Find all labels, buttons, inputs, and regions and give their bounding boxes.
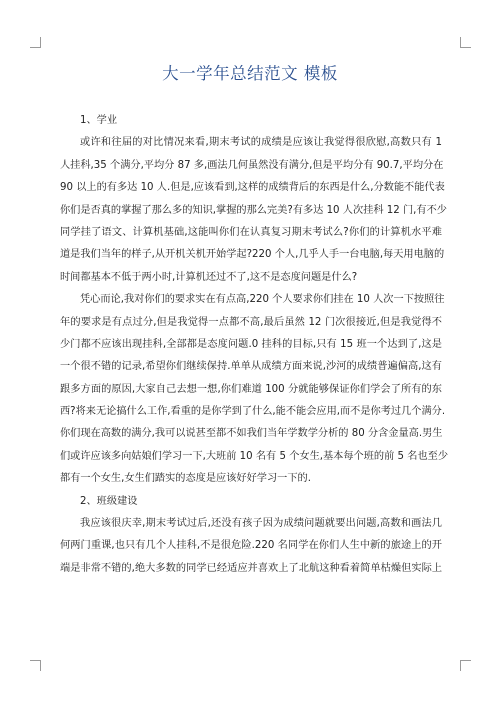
text-line: 年的要求是有点过分,但是我觉得一点都不高,最后虽然 12 门次很接近,但是我觉得不 bbox=[60, 316, 442, 328]
section-heading-class-building: 2、班级建设 bbox=[80, 495, 138, 507]
paragraph bbox=[60, 132, 447, 289]
paragraph bbox=[60, 289, 449, 491]
text-line: 道是我们当年的样子,从开机关机开始学起?220 个人,几乎人手一台电脑,每天用电脑的 bbox=[60, 249, 445, 261]
text-line: 或许和往届的对比情况来看,期末考试的成绩是应该让我觉得很欣慰,高数只有 1 bbox=[80, 137, 442, 149]
page-corner-mark-top-right bbox=[460, 37, 471, 48]
text-line: 凭心而论,我对你们的要求实在有点高,220 个人要求你们挂在 10 人次一下按照往 bbox=[80, 294, 445, 306]
text-line: 都有一个女生,女生们踏实的态度是应该好好学习一下的. bbox=[60, 473, 311, 485]
text-line: 端是非常不错的,绝大多数的同学已经适应并喜欢上了北航这种看着简单枯燥但实际上 bbox=[60, 562, 442, 574]
text-line: 90 以上的有多达 10 人.但是,应该看到,这样的成绩背后的东西是什么,分数能不能代表 bbox=[60, 182, 445, 194]
text-line: 我应该很庆幸,期末考试过后,还没有孩子因为成绩问题就要出问题,高数和画法几 bbox=[80, 518, 442, 530]
text-line: 时间都基本不低于两小时,计算机还过不了,这不是态度问题是什么? bbox=[60, 271, 358, 283]
text-line: 们或许应该多向姑娘们学习一下,大班前 10 名有 5 个女生,基本每个班的前 5 名也至少 bbox=[60, 450, 449, 462]
text-line: 你们是否真的掌握了那么多的知识,掌握的那么完美?有多达 10 人次挂科 12 门,有不少 bbox=[60, 204, 447, 216]
page-corner-mark-bottom-left bbox=[30, 660, 41, 671]
document-body bbox=[60, 110, 449, 580]
text-line: 你们现在高数的满分,我可以说甚至都不如我们当年学数学分析的 80 分含金量高.男生 bbox=[60, 428, 443, 440]
page-corner-mark-top-left bbox=[30, 37, 41, 48]
text-line: 少门都不应该出现挂科,全部都是态度问题.0 挂科的目标,只有 15 班一个达到了,这是 bbox=[60, 338, 442, 350]
section-heading-academics: 1、学业 bbox=[80, 115, 118, 126]
text-line: 同学挂了语文、计算机基础,这能叫你们在认真复习期末考试么?你们的计算机水平难 bbox=[60, 226, 442, 238]
text-line: 跟多方面的原因,大家自己去想一想,你们难道 100 分就能够保证你们学会了所有的东 bbox=[60, 383, 442, 395]
text-line: 人挂科,35 个满分,平均分 87 多,画法几何虽然没有满分,但是平均分有 90.7,平均分在 bbox=[60, 159, 444, 171]
text-line: 一个很不错的记录,希望你们继续保持.单单从成绩方面来说,沙河的成绩普遍偏高,这有 bbox=[60, 361, 442, 373]
text-line: 西?将来无论搞什么工作,看重的是你学到了什么,能不能会应用,而不是你考过几个满分. bbox=[60, 406, 446, 418]
paragraph bbox=[60, 513, 442, 580]
page-corner-mark-bottom-right bbox=[460, 660, 471, 671]
text-line: 何两门重课,也只有几个人挂科,不是很危险.220 名同学在你们人生中新的旅途上的开 bbox=[60, 540, 442, 552]
document-title: 大一学年总结范文 模板 bbox=[162, 64, 338, 83]
